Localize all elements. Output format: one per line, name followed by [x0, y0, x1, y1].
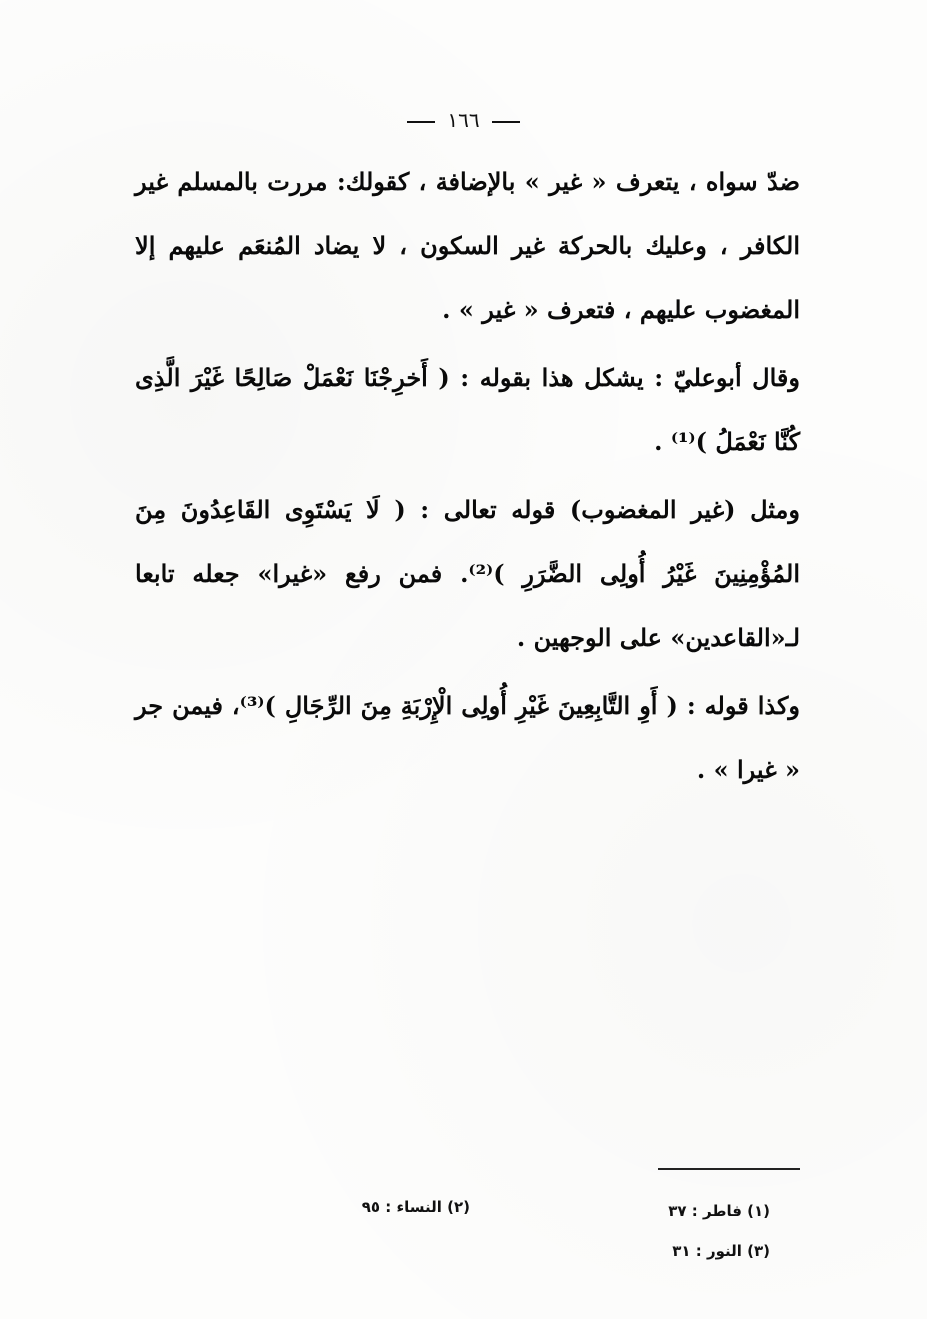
paragraph-2: وقال أبوعليّ : يشكل هذا بقوله : ( أَخرِجْنَا نَعْمَلْ صَالِحًا غَيْرَ الَّذِى كُنَّا نَعْمَلُ )⁽¹⁾ .	[135, 363, 800, 456]
footnotes	[300, 1192, 770, 1282]
page-number-text: ١٦٦	[447, 108, 480, 132]
paragraph-4: وكذا قوله : ( أَوِ التَّابِعِينَ غَيْرِ أُولِى الْإِرْبَةِ مِنَ الرِّجَالِ )⁽³⁾، فيمن جر « غيرا » .	[135, 691, 801, 784]
footnote-divider	[658, 1168, 800, 1170]
paragraph-3: ومثل (غير المغضوب) قوله تعالى : ( لَا يَسْتَوِى القَاعِدُونَ مِنَ المُؤْمِنِينَ غَيْرُ أُولِى الضَّرَرِ )⁽²⁾. فمن رفع «غيرا» جعله تابعا لـ«القاعدين» على الوجهين .	[135, 495, 800, 652]
footnote-3: (٣) النور : ٣١	[672, 1242, 770, 1260]
footnote-1: (١) فاطر : ٣٧	[668, 1202, 770, 1220]
paragraph-1: ضدّ سواه ، يتعرف « غير » بالإضافة ، كقولك: مررت بالمسلم غير الكافر ، وعليك بالحركة غير السكون ، لا يضاد المُنعَم عليهم إلا المغضوب عليهم ، فتعرف « غير » .	[135, 167, 800, 324]
footnote-2: (٢) النساء : ٩٥	[361, 1198, 470, 1216]
page-number	[0, 108, 927, 132]
page-number-dash-left	[407, 121, 435, 123]
page-number-dash-right	[492, 121, 520, 123]
body-text	[135, 150, 800, 806]
